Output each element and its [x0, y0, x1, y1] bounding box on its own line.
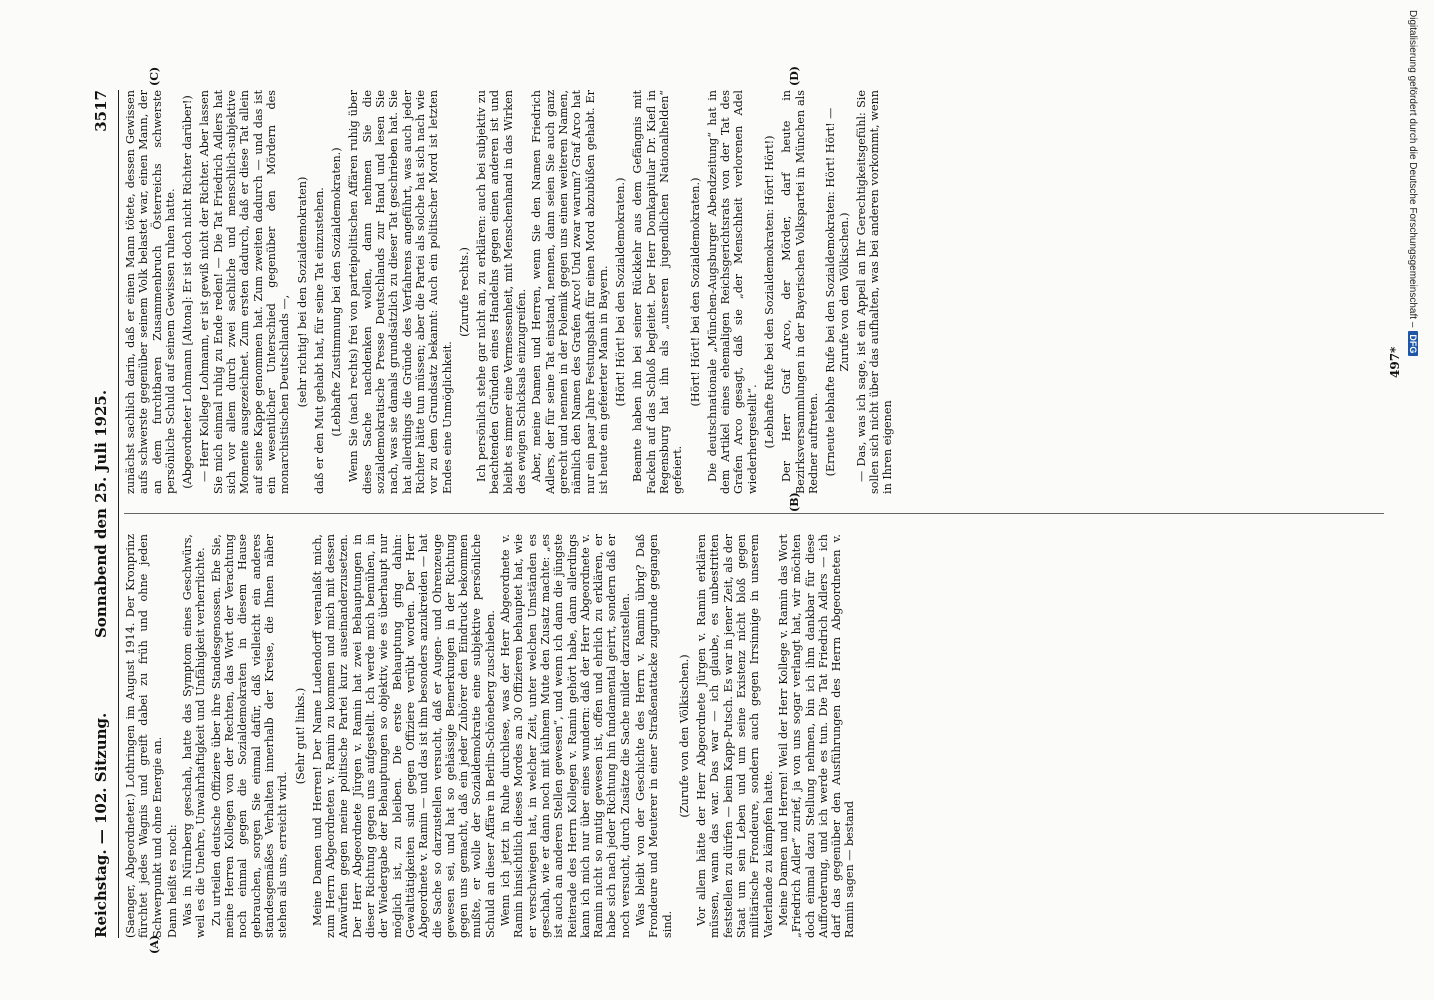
paragraph: Wenn Sie (nach rechts) frei von parteipolitischen Affären ruhig über diese Sache nachdenken wollen, dann nehmen Sie die sozialdemokratische Presse Deutschlands zur Hand und lesen Sie nach, was sie damals grundsätzlich zu dieser Tat geschrieben hat. Sie hat allerdings die Gründe des Verfahrens angeführt, was auch jeder Richter hätte tun müssen; aber die Partei als solche hat sich nach wie vor zu dem Grundsatz bekannt: Auch ein politischer Mord ist letzten Endes eine Unmöglichkeit. [347, 90, 454, 494]
paragraph: Beamte haben ihn bei seiner Rückkehr aus dem Gefängnis mit Fackeln auf das Schloß begleitet. Der Herr Domkapitular Dr. Kiefl in Regensburg hat ihn als „unseren jugendlichen Nationalhelden“ gefeiert. [631, 90, 685, 494]
paragraph: (Sehr gut! links.) [293, 687, 307, 785]
paragraph: Was in Nürnberg geschah, hatte das Symptom eines Geschwürs, weil es die Unehre, Unwahrhaftigkeit und Unfähigkeit verherrlichte. [181, 534, 208, 938]
paragraph: Meine Damen und Herren! Weil der Herr Kollege v. Ramin das Wort „Friedrich Adler“ zurief, ja von uns sogar verlangt hat, wir möchten doch einmal dazu Stellung nehmen, bin ich ihm dankbar für diese Aufforderung, und ich werde es tun. Die Tat Friedrich Adlers — ich darf das gegenüber den Ausführungen des Herrn Abgeordneten v. Ramin sagen — bestand [776, 534, 857, 938]
paragraph: (Hört! Hört! bei den Sozialdemokraten.) [614, 177, 628, 407]
paragraph: Was bleibt von der Geschichte des Herrn v. Ramin übrig? Daß Frondeure und Meuterer in einer Straßenattacke zugrunde gegangen sind. [633, 534, 674, 938]
paragraph: Wenn ich jetzt in Ruhe durchlese, was der Herr Abgeordnete v. Ramin hinsichtlich dieses Mordes an 30 Offizieren behauptet hat, wie er verschwiegen hat, in welcher Zeit, unter welchen Umständen es geschah, wie er dann noch mit kühnem Mute den Zusatz machte: „es ist auch an anderen Stellen gewesen“, und wenn ich dann die jüngste Reiterade des Herrn Kollegen v. Ramin gehört habe, dann allerdings kann ich mich nur über eines wundern: daß der Herr Abgeordnete v. Ramin nicht so mutig gewesen ist, offen und ehrlich zu erklären, er habe sich nach jeder Richtung hin fundamental geirrt, sondern daß er noch versucht, durch Zusätze die Sache milder darzustellen. [499, 534, 632, 938]
paragraph: (Zurufe von den Völkischen.) [677, 654, 691, 818]
rotated-document-page [88, 66, 1418, 954]
paragraph: Die deutschnationale „München-Augsburger Abendzeitung“ hat in dem Artikel eines ehemaligen Reichsgerichtsrats von der Tat des Grafen Arco gesagt, daß sie „der Menschheit verlorenen Adel wiederhergestellt“. [705, 90, 759, 494]
dfg-logo: DFG [1408, 331, 1418, 356]
paragraph: Vor allem hätte der Herr Abgeordnete Jürgen v. Ramin erklären müssen, wann das war. Das war — ich glaube, es unbestritten feststellen zu dürfen — beim Kapp-Putsch. Es war in jener Zeit, als der Staat um sein Leben und um seine Existenz nicht bloß gegen militärische Frondeure, sondern auch gegen Irrsinnige in unserem Vaterlande zu kämpfen hatte. [695, 534, 775, 938]
paragraph: (Lebhafte Zustimmung bei den Sozialdemokraten.) [330, 147, 344, 437]
margin-mark-b: (B) [788, 492, 801, 512]
column-separator [124, 513, 1384, 514]
margin-mark-c: (C) [148, 66, 161, 86]
paragraph: (Abgeordneter Lohmann [Altona]: Er ist doch nicht Richter darüber!) [181, 95, 195, 489]
header-rule [118, 90, 119, 938]
paragraph: (sehr richtig! bei den Sozialdemokraten) [295, 176, 309, 408]
margin-mark-d: (D) [788, 66, 801, 86]
paragraph: (Lebhafte Rufe bei den Sozialdemokraten: Hört! Hört!) [763, 135, 777, 449]
credit-text: Digitalisierung gefördert durch die Deutsche Forschungsgemeinschaft – [1407, 10, 1418, 328]
left-text-column [124, 534, 859, 938]
page-footer-signature: 497* [1388, 346, 1402, 378]
page-number: 3517 [92, 90, 110, 132]
paragraph: — Das, was ich sage, ist ein Appell an Ihr Gerechtigkeitsgefühl: Sie sollen sich nicht über das aufhalten, was bei anderen vorkommt, wenn in Ihren eigenen [854, 90, 895, 494]
paragraph: (Hört! Hört! bei den Sozialdemokraten.) [688, 177, 702, 407]
paragraph: daß er den Mut gehabt hat, für seine Tat einzustehen. [312, 187, 326, 494]
right-text-column [124, 90, 897, 494]
header-date: Sonnabend den 25. Juli 1925. [92, 389, 110, 639]
margin-mark-a: (A) [148, 935, 161, 954]
paragraph: Ich persönlich stehe gar nicht an, zu erklären: auch bei subjektiv zu beachtenden Gründen eines Handelns gegen einen anderen ist und bleibt es immer eine Vermessenheit, mit Menschenhand in das Wirken des ewigen Schicksals einzugreifen. [475, 90, 529, 494]
digitization-credit [1404, 10, 1418, 990]
paragraph: (Erneute lebhafte Rufe bei den Sozialdemokraten: Hört! Hört! — Zurufe von den Völkischen.) [824, 107, 851, 477]
header-left: Reichstag. — 102. Sitzung. [92, 712, 110, 938]
paragraph: Aber, meine Damen und Herren, wenn Sie den Namen Friedrich Adlers, der für seine Tat einstand, nennen, dann seien Sie auch ganz gerecht und nennen in der Polemik gegen uns einen weiteren Namen, nämlich den Namen des Grafen Arco! Und zwar warum? Graf Arco hat nur ein paar Jahre Festungshaft für einen Mord abzubüßen gehabt. Er ist heute ein gefeierter Mann in Bayern. [530, 90, 610, 494]
paragraph: Der Herr Graf Arco, der Mörder, darf heute in Bezirksversammlungen in der Bayerischen Volkspartei in München als Redner auftreten. [780, 90, 820, 494]
paragraph: (Saenger, Abgeordneter.) Lothringen im August 1914. Der Kronprinz fürchtet jedes Wagnis und greift dabei zu früh und ohne jeden Schwerpunkt und ohne Energie an. [124, 534, 164, 938]
paragraph: Dann heißt es noch: [165, 824, 179, 938]
page-header [88, 90, 114, 938]
paragraph: zunächst sachlich darin, daß er einen Mann tötete, dessen Gewissen aufs schwerste gegenüber seinem Volk belastet war, einen Mann, der an dem furchtbaren Zusammenbruch Österreichs schwerste persönliche Schuld auf seinem Gewissen ruhen hatte. [124, 90, 177, 494]
paragraph: — Herr Kollege Lohmann, er ist gewiß nicht der Richter. Aber lassen Sie mich einmal ruhig zu Ende reden! — Die Tat Friedrich Adlers hat sich vor allem durch zwei sachliche und menschlich-subjektive Momente ausgezeichnet. Zum ersten dadurch, daß er diese Tat allein auf seine Kappe genommen hat. Zum zweiten dadurch — und das ist ein wesentlicher Unterschied gegenüber den Mördern des monarchistischen Deutschlands —, [198, 90, 292, 494]
paragraph: (Zurufe rechts.) [457, 247, 471, 337]
paragraph: Zu urteilen deutsche Offiziere über ihre Standesgenossen. Ehe Sie, meine Herren Kollegen von der Rechten, das Wort der Verachtung noch einmal gegen die Sozialdemokraten in diesem Hause gebrauchen, sorgen Sie einmal dafür, daß vielleicht ein anderes standesgemäßes Verhalten innerhalb der Kreise, die Ihnen näher stehen als uns, erreicht wird. [209, 534, 290, 938]
paragraph: Meine Damen und Herren! Der Name Ludendorff veranlaßt mich, zum Herrn Abgeordneten v. Ramin zu kommen und mich mit dessen Anwürfen gegen meine politische Partei kurz auseinanderzusetzen. Der Herr Abgeordnete Jürgen v. Ramin hat zwei Behauptungen in dieser Richtung gegen uns aufgestellt. Ich werde mich bemühen, in der Wiedergabe der Behauptungen so objektiv, wie es überhaupt nur möglich ist, zu bleiben. Die erste Behauptung ging dahin: Gewalttätigkeiten sind gegen Offiziere verübt worden. Der Herr Abgeordnete v. Ramin — und das ist ihm besonders anzukreiden — hat die Sache so darzustellen versucht, daß er Augen- und Ohrenzeuge gewesen sei, und hat so gehässige Bemerkungen in der Richtung gegen uns gemacht, daß ein jeder Zuhörer den Eindruck bekommen mußte, er wolle der Sozialdemokratie eine subjektive persönliche Schuld an dieser Affäre in Berlin-Schöneberg zuschieben. [310, 534, 497, 938]
